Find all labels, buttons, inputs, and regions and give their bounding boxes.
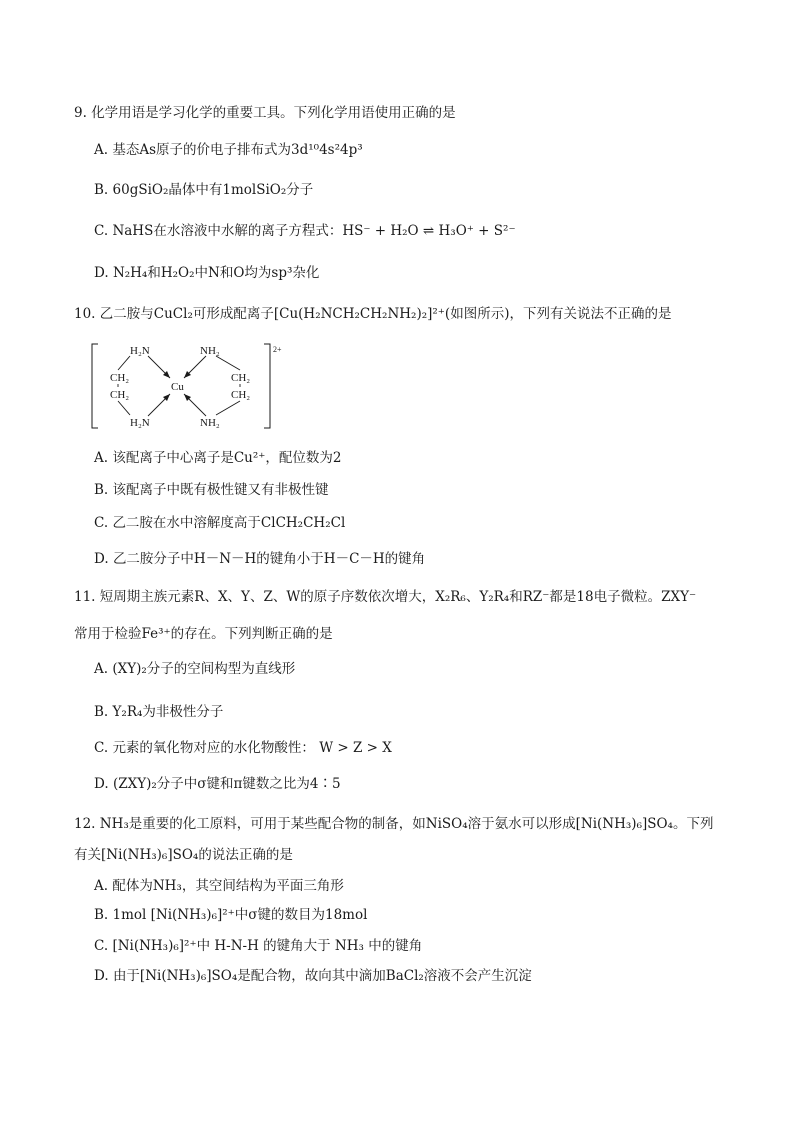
question-text: 乙二胺与CuCl₂可形成配离子[Cu(H₂NCH₂CH₂NH₂)₂]²⁺(如图所示)，下列有关说法不正确的是 (99, 306, 672, 322)
q11-option-b: B. Y₂R₄为非极性分子 (94, 704, 224, 720)
q10-option-a: A. 该配离子中心离子是Cu²⁺，配位数为2 (94, 450, 342, 466)
ch2-right-top-label: CH₂ (231, 372, 251, 384)
q12-option-a: A. 配体为NH₃，其空间结构为平面三角形 (94, 878, 344, 894)
question-12-stem-cont (74, 846, 293, 864)
question-12-stem (74, 815, 713, 833)
q9-option-d: D. N₂H₄和H₂O₂中N和O均为sp³杂化 (94, 265, 320, 281)
question-text: 化学用语是学习化学的重要工具。下列化学用语使用正确的是 (91, 105, 456, 121)
q11-option-a: A. (XY)₂分子的空间构型为直线形 (94, 661, 296, 677)
left-bracket (92, 344, 98, 428)
q9-option-c: C. NaHS在水溶液中水解的离子方程式：HS⁻ + H₂O ⇌ H₃O⁺ + S²⁻ (94, 223, 516, 239)
q11-option-c: C. 元素的氧化物对应的水化物酸性： W > Z > X (94, 740, 392, 756)
q12-option-d: D. 由于[Ni(NH₃)₆]SO₄是配合物，故向其中滴加BaCl₂溶液不会产生沉淀 (94, 968, 532, 984)
question-number: 12. (74, 816, 96, 832)
q9-option-a: A. 基态As原子的价电子排布式为3d¹⁰4s²4p³ (94, 142, 363, 158)
nh2-bottom-label: NH₂ (200, 417, 220, 429)
h2n-top-label: H₂N (130, 345, 150, 357)
copper-label: Cu (171, 381, 184, 393)
question-text: 有关[Ni(NH₃)₆]SO₄的说法正确的是 (74, 847, 293, 863)
question-number: 9. (74, 105, 87, 121)
q9-option-b: B. 60gSiO₂晶体中有1molSiO₂分子 (94, 182, 314, 198)
h2n-bottom-label: H₂N (130, 417, 150, 429)
ch2-right-bottom-label: CH₂ (231, 389, 251, 401)
question-11-stem-cont (74, 625, 333, 643)
bond (118, 401, 130, 415)
question-10-stem (74, 305, 671, 323)
right-bracket (264, 344, 270, 428)
question-11-stem (74, 588, 696, 606)
question-text: 短周期主族元素R、X、Y、Z、W的原子序数依次增大，X₂R₆、Y₂R₄和RZ⁻都是18电子微粒。ZXY⁻ (99, 589, 697, 605)
question-text: NH₃是重要的化工原料，可用于某些配合物的制备，如NiSO₄溶于氨水可以形成[Ni(NH₃)₆]SO₄。下列 (99, 816, 714, 832)
question-number: 10. (74, 306, 96, 322)
nh2-top-label: NH₂ (200, 345, 220, 357)
q11-option-d: D. (ZXY)₂分子中σ键和π键数之比为4∶5 (94, 776, 341, 792)
q10-option-d: D. 乙二胺分子中H－N－H的键角小于H－C－H的键角 (94, 551, 426, 567)
ch2-left-top-label: CH₂ (110, 372, 130, 384)
bond (216, 401, 240, 415)
bond (216, 356, 240, 370)
ethylenediamine-copper-complex-figure (88, 340, 288, 436)
q10-option-c: C. 乙二胺在水中溶解度高于ClCH₂CH₂Cl (94, 515, 346, 531)
bond (118, 356, 130, 370)
q12-option-b: B. 1mol [Ni(NH₃)₆]²⁺中σ键的数目为18mol (94, 907, 368, 923)
ch2-left-bottom-label: CH₂ (110, 389, 130, 401)
q10-option-b: B. 该配离子中既有极性键又有非极性键 (94, 482, 329, 498)
question-number: 11. (74, 589, 96, 605)
question-text: 常用于检验Fe³⁺的存在。下列判断正确的是 (74, 626, 333, 642)
question-9-stem (74, 104, 456, 122)
q12-option-c: C. [Ni(NH₃)₆]²⁺中 H-N-H 的键角大于 NH₃ 中的键角 (94, 938, 423, 954)
charge-label: 2+ (273, 345, 282, 354)
